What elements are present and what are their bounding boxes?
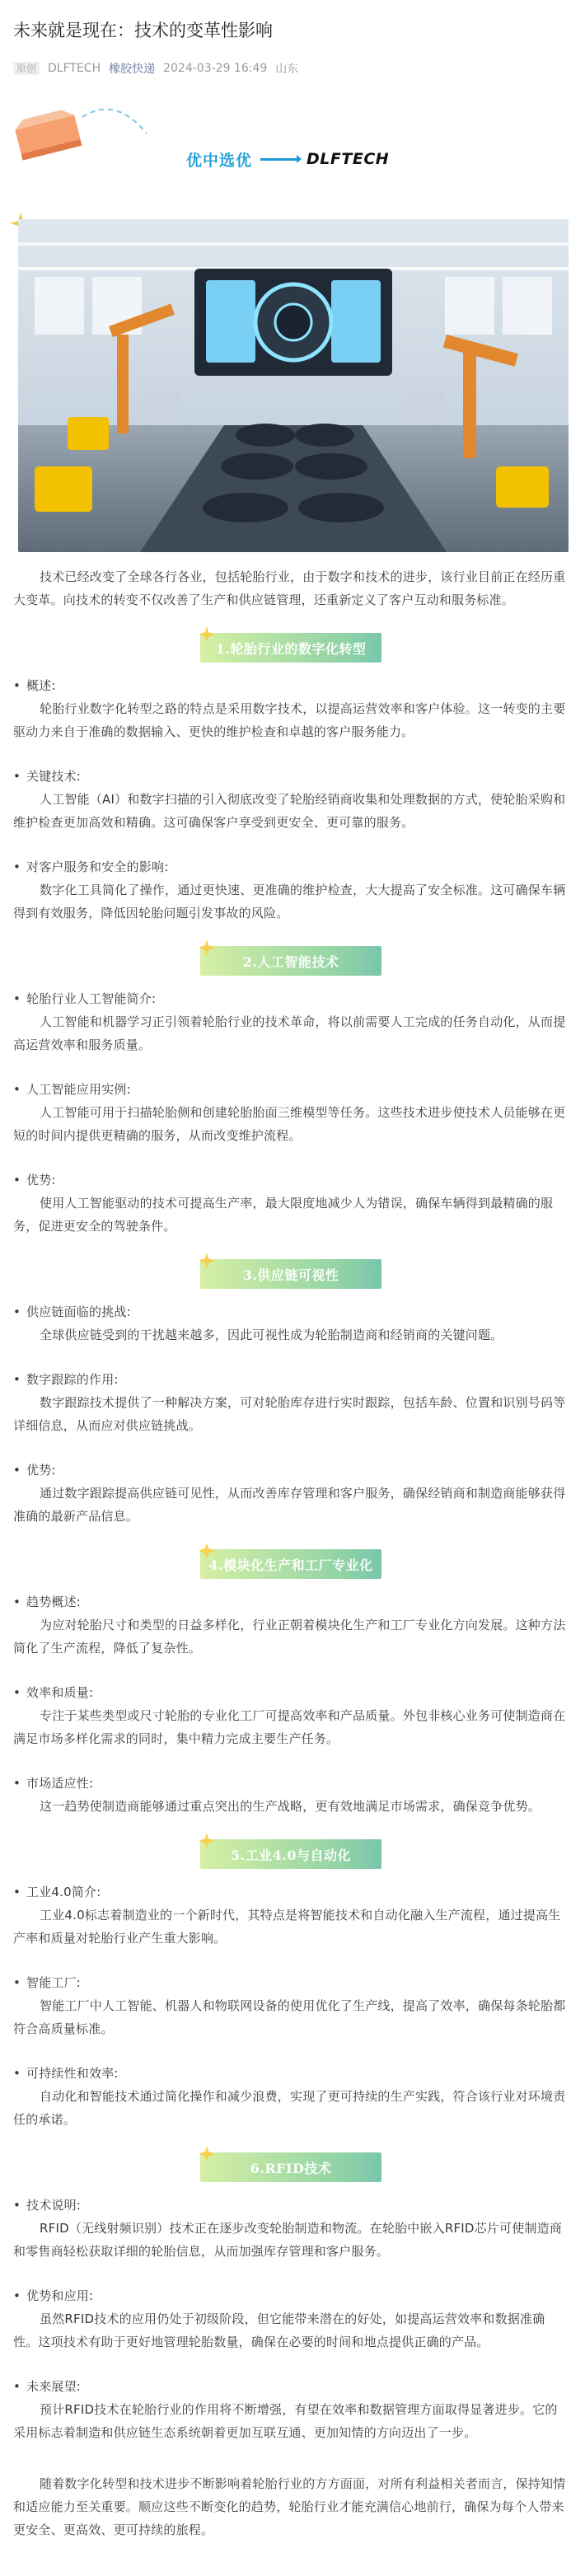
section-4-point-2-title: • 效率和质量: [13, 1681, 569, 1704]
section-heading-2: 2.人工智能技术 [200, 946, 381, 976]
brand-slogan: 优中选优 [186, 151, 253, 170]
account-name-link[interactable]: 橡胶快递 [109, 63, 156, 76]
conclusion-paragraph: 随着数字化转型和技术进步不断影响着轮胎行业的方方面面，对所有利益相关者而言，保持知情和适应能力至关重要。顺应这些不断变化的趋势，轮胎行业才能充满信心地前行，确保为每个人带来更安全、更高效、更可持续的旅程。 [13, 2476, 566, 2537]
article-meta [13, 61, 572, 76]
brand-logo: DLFTECH [307, 150, 390, 168]
section-3-point-3-text: 通过数字跟踪提高供应链可见性，从而改善库存管理和客户服务，确保经销商和制造商能够获得准确的最新产品信息。 [13, 1486, 566, 1524]
section-4-point-2-text: 专注于某些类型或尺寸轮胎的专业化工厂可提高效率和产品质量。外包非核心业务可使制造商在满足市场多样化需求的同时，集中精力完成主要生产任务。 [13, 1708, 566, 1746]
hero-image-wrap [0, 211, 585, 565]
sparkle-icon [197, 625, 217, 644]
sparkle-icon [197, 1831, 217, 1851]
section-3-point-3-title: • 优势: [13, 1459, 569, 1482]
section-5-point-3-title: • 可持续性和效率: [13, 2062, 569, 2085]
sparkle-icon [197, 938, 217, 958]
sparkle-icon [197, 2144, 217, 2164]
section-3-point-2-title: • 数字跟踪的作用: [13, 1368, 569, 1391]
section-5-point-1-title: • 工业4.0简介: [13, 1880, 569, 1904]
sparkle-icon [197, 1541, 217, 1561]
section-6-point-1-title: • 技术说明: [13, 2194, 569, 2217]
original-tag: 原创 [13, 62, 40, 75]
article-title: 未来就是现在：技术的变革性影响 [13, 21, 273, 40]
section-2-point-1-text: 人工智能和机器学习正引领着轮胎行业的技术革命，将以前需要人工完成的任务自动化，从而提高运营效率和服务质量。 [13, 1014, 566, 1052]
sparkle-icon [197, 1251, 217, 1271]
section-heading-5: 5.工业4.0与自动化 [200, 1839, 381, 1869]
section-2-point-3-text: 使用人工智能驱动的技术可提高生产率，最大限度地减少人为错误，确保车辆得到最精确的服务，促进更安全的驾驶条件。 [13, 1196, 554, 1234]
section-1-point-3-text: 数字化工具简化了操作，通过更快速、更准确的维护检查，大大提高了安全标准。这可确保车辆得到有效服务，降低因轮胎问题引发事故的风险。 [13, 883, 566, 920]
intro-paragraph: 技术已经改变了全球各行各业，包括轮胎行业，由于数字和技术的进步，该行业目前正在经历重大变革。向技术的转变不仅改善了生产和供应链管理，还重新定义了客户互动和服务标准。 [13, 569, 566, 607]
smart-tire-factory-illustration [18, 219, 569, 552]
section-4-point-1-text: 为应对轮胎尺寸和类型的日益多样化，行业正朝着模块化生产和工厂专业化方向发展。这种方法简化了生产流程，降低了复杂性。 [13, 1618, 566, 1656]
publish-location: 山东 [275, 63, 299, 76]
section-2-point-3-title: • 优势: [13, 1169, 569, 1192]
section-6-point-1-text: RFID（无线射频识别）技术正在逐步改变轮胎制造和物流。在轮胎中嵌入RFID芯片可使制造商和零售商轻松获取详细的轮胎信息，从而加强库存管理和客户服务。 [13, 2221, 563, 2259]
section-6-point-2-title: • 优势和应用: [13, 2284, 569, 2307]
section-1-point-1-text: 轮胎行业数字化转型之路的特点是采用数字技术，以提高运营效率和客户体验。这一转变的主要驱动力来自于准确的数据输入、更快的维护检查和卓越的客户服务能力。 [13, 701, 566, 739]
section-5-point-2-title: • 智能工厂: [13, 1971, 569, 1994]
section-4-point-3-text: 这一趋势使制造商能够通过重点突出的生产战略，更有效地满足市场需求，确保竞争优势。 [40, 1799, 541, 1814]
section-1-point-2-text: 人工智能（AI）和数字扫描的引入彻底改变了轮胎经销商收集和处理数据的方式，使轮胎采购和维护检查更加高效和精确。这可确保客户享受到更安全、更可靠的服务。 [13, 792, 566, 830]
section-1-point-1-title: • 概述: [13, 674, 569, 697]
section-heading-6: 6.RFID技术 [200, 2152, 381, 2182]
section-4-point-3-title: • 市场适应性: [13, 1772, 569, 1795]
brand-banner [0, 76, 585, 211]
publish-datetime: 2024-03-29 16:49 [163, 62, 268, 75]
article-header [0, 0, 585, 76]
section-3-point-2-text: 数字跟踪技术提供了一种解决方案，可对轮胎库存进行实时跟踪，包括车龄、位置和识别号码等详细信息，从而应对供应链挑战。 [13, 1395, 566, 1433]
section-4-point-1-title: • 趋势概述: [13, 1590, 569, 1614]
section-3-point-1-title: • 供应链面临的挑战: [13, 1300, 569, 1323]
brand-lockup [186, 148, 389, 170]
section-1-point-3-title: • 对客户服务和安全的影响: [13, 855, 569, 878]
section-5-point-1-text: 工业4.0标志着制造业的一个新时代，其特点是将智能技术和自动化融入生产流程，通过提高生产率和质量对轮胎行业产生重大影响。 [13, 1908, 561, 1946]
paper-plane-icon [0, 79, 165, 178]
arrow-line-icon [260, 158, 298, 161]
section-2-point-1-title: • 轮胎行业人工智能简介: [13, 987, 569, 1010]
section-5-point-3-text: 自动化和智能技术通过简化操作和减少浪费，实现了更可持续的生产实践，符合该行业对环境责任的承诺。 [13, 2089, 566, 2127]
section-6-point-3-text: 预计RFID技术在轮胎行业的作用将不断增强，有望在效率和数据管理方面取得显著进步。它的采用标志着制造和供应链生态系统朝着更加互联互通、更加知情的方向迈出了一步。 [13, 2402, 558, 2440]
section-2-point-2-title: • 人工智能应用实例: [13, 1078, 569, 1101]
section-6-point-2-text: 虽然RFID技术的应用仍处于初级阶段，但它能带来潜在的好处，如提高运营效率和数据准确性。这项技术有助于更好地管理轮胎数量，确保在必要的时间和地点提供正确的产品。 [13, 2311, 545, 2349]
section-2-point-2-text: 人工智能可用于扫描轮胎侧和创建轮胎胎面三维模型等任务。这些技术进步使技术人员能够在更短的时间内提供更精确的服务，从而改变维护流程。 [13, 1105, 566, 1143]
smart-factory-image [18, 219, 569, 552]
section-5-point-2-text: 智能工厂中人工智能、机器人和物联网设备的使用优化了生产线，提高了效率，确保每条轮胎都符合高质量标准。 [13, 1998, 566, 2036]
section-6-point-3-title: • 未来展望: [13, 2375, 569, 2398]
section-1-point-2-title: • 关键技术: [13, 765, 569, 788]
section-heading-4: 4.模块化生产和工厂专业化 [200, 1549, 381, 1579]
author-name: DLFTECH [48, 62, 101, 75]
article-body [0, 565, 585, 2541]
section-heading-1: 1.轮胎行业的数字化转型 [200, 633, 381, 663]
section-heading-3: 3.供应链可视性 [200, 1259, 381, 1289]
section-3-point-1-text: 全球供应链受到的干扰越来越多，因此可视性成为轮胎制造商和经销商的关键问题。 [40, 1328, 503, 1342]
